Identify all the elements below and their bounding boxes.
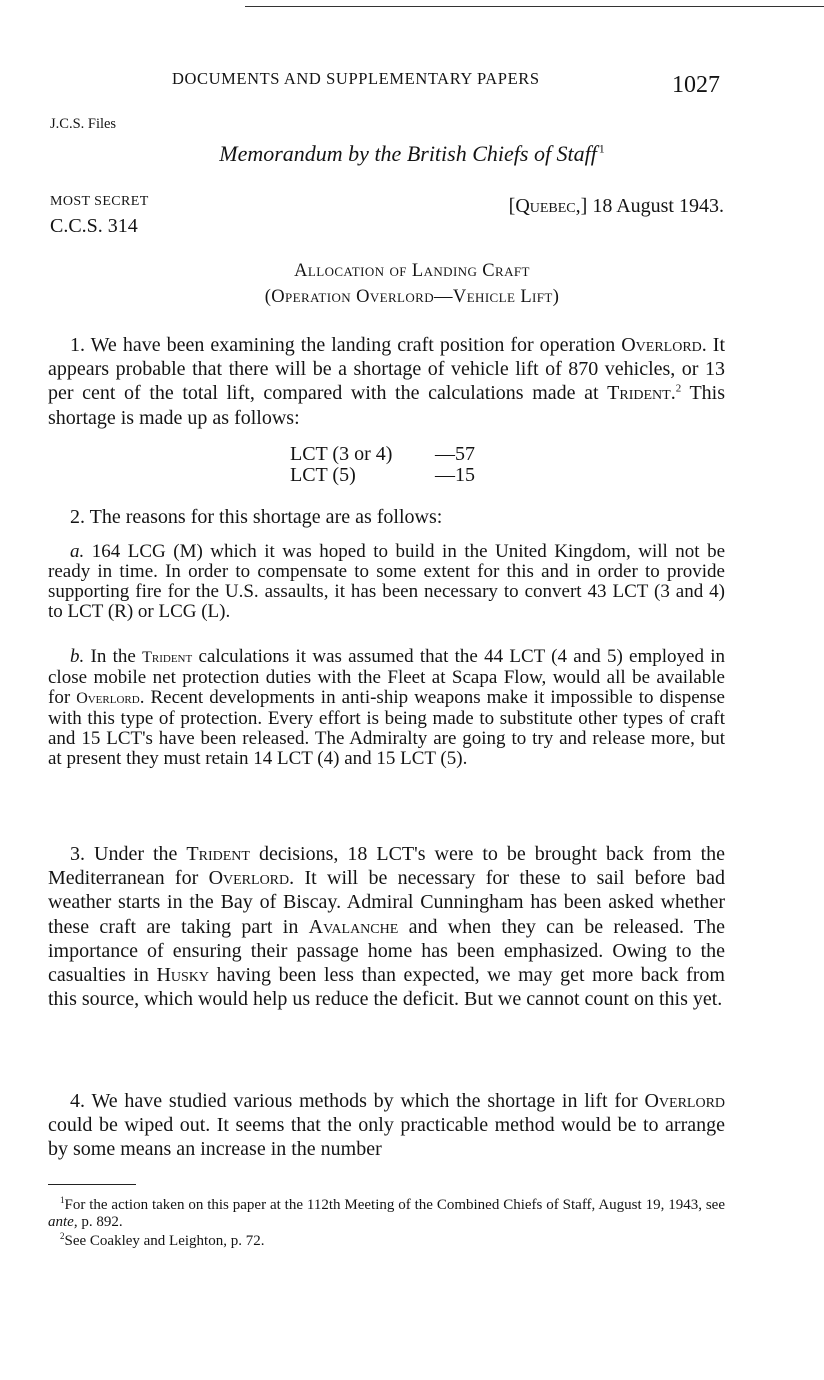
shortage-row: LCT (3 or 4) —57 [290,443,475,465]
classification: MOST SECRET [50,194,149,209]
dateline [509,195,724,218]
top-rule [245,6,824,7]
serial-number: C.C.S. 314 [50,215,138,237]
footnote-ref-2: 2 [675,382,682,395]
date: 18 August 1943. [592,195,724,217]
place: [Quebec,] [508,195,588,217]
page-number: 1027 [672,72,720,98]
subject-heading: Allocation of Landing Craft [294,261,530,281]
memo-title [0,141,824,167]
paragraph-2b: b. In the Trident calculations it was assumed that the 44 LCT (4 and 5) employed in close mobile net protection duties with the Fleet at Scapa Flow, would all be available for Overlord. Recent developments in anti-ship weapons make it impossible to dispense with this type of protection. Every effort is being made to substitute other types of craft and 15 LCT's have been released. The Admiralty are going to try and release more, but at present they must retain 14 LCT (4) and 15 LCT (5). [48,646,726,769]
source-note: J.C.S. Files [50,116,117,132]
shortage-table [290,444,475,486]
memo-title-text: Memorandum by the British Chiefs of Staff [219,141,597,166]
paragraph-2a: a. 164 LCG (M) which it was hoped to build in the United Kingdom, will not be ready in time. In order to compensate to some extent for this and in order to provide supporting fire for the U.S. assaults, it has been necessary to convert 43 LCT (3 and 4) to LCT (R) or LCG (L). [48,541,726,622]
paragraph-1: 1. We have been examining the landing craft position for operation Overlord. It appears probable that there will be a shortage of vehicle lift of 870 vehicles, or 13 per cent of the total lift, compared with the calculations made at Trident.$^2$ This shortage is made up as follows: [48,334,726,429]
footnote-1: $^1$For the action taken on this paper at the 112th Meeting of the Combined Chiefs of Staff, August 19, 1943, see ante, p. 892. [48,1195,725,1230]
shortage-row: LCT (5) —15 [290,464,475,486]
paragraph-3: 3. Under the Trident decisions, 18 LCT's were to be brought back from the Mediterranean for Overlord. It will be necessary for these to sail before bad weather starts in the Bay of Biscay. Admiral Cunningham has been asked whether these craft are taking part in Avalanche and when they can be released. The importance of ensuring their passage home has been emphasized. Owing to the casualties in Husky having been less than expected, we may get more back from this source, which would help us reduce the deficit. But we cannot count on this yet. [48,843,726,1011]
footnote-ref-1: 1 [598,141,605,156]
running-head: DOCUMENTS AND SUPPLEMENTARY PAPERS [172,69,540,88]
footnote-rule [48,1184,136,1185]
paragraph-2: 2. The reasons for this shortage are as follows: [70,506,443,528]
subject-subheading: (Operation Overlord—Vehicle Lift) [264,287,560,307]
footnote-2: $^2$See Coakley and Leighton, p. 72. [60,1231,265,1249]
paragraph-4: 4. We have studied various methods by which the shortage in lift for Overlord could be wiped out. It seems that the only practicable method would be to arrange by some means an increase in the number [48,1090,726,1161]
